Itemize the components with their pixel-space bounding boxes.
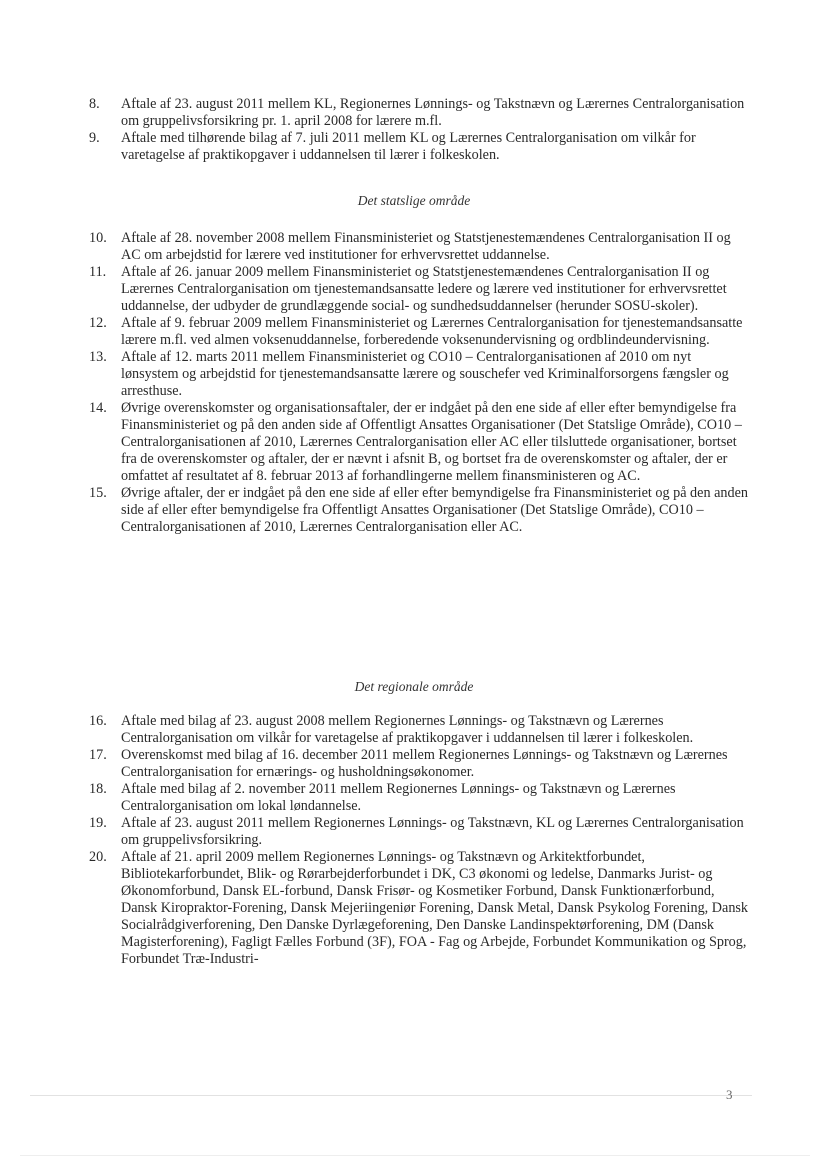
bottom-edge-line: [20, 1155, 810, 1156]
agreement-list-municipal: [89, 96, 749, 164]
list-item: [89, 815, 749, 849]
item-text: Aftale af 23. august 2011 mellem KL, Regionernes Lønnings- og Takstnævn og Lærernes Centralorganisation om gruppelivsforsikring pr. 1. april 2008 for lærere m.fl.: [121, 96, 745, 129]
list-item: [89, 130, 749, 164]
item-number: 10.: [89, 230, 107, 246]
item-number: 9.: [89, 130, 100, 146]
item-number: 15.: [89, 485, 107, 501]
item-number: 11.: [89, 264, 107, 280]
list-item: [89, 747, 749, 781]
item-text: Aftale af 23. august 2011 mellem Regionernes Lønnings- og Takstnævn, KL og Lærernes Centralorganisation om gruppelivsforsikring.: [121, 815, 744, 848]
item-text: Aftale med bilag af 2. november 2011 mellem Regionernes Lønnings- og Takstnævn og Lærernes Centralorganisation om lokal løndannelse.: [121, 781, 676, 814]
footer-divider: [30, 1095, 752, 1096]
item-text: Aftale af 26. januar 2009 mellem Finansministeriet og Statstjenestemændenes Centralorganisation II og Lærernes Centralorganisation om tjenestemandsansatte ledere og lærere ved institutioner for erhvervsrettet uddannelse, der udbyder de grundlæggende social- og sundhedsuddannelser (herunder SOSU-skoler).: [121, 264, 727, 314]
list-item: [89, 781, 749, 815]
list-item: [89, 713, 749, 747]
item-text: Aftale med bilag af 23. august 2008 mellem Regionernes Lønnings- og Takstnævn og Lærernes Centralorganisation om vilkår for varetagelse af praktikopgaver i uddannelsen til lærer i folkeskolen.: [121, 713, 694, 746]
list-item: [89, 349, 749, 400]
item-number: 8.: [89, 96, 100, 112]
list-item: [89, 315, 749, 349]
list-item: [89, 96, 749, 130]
agreement-list-regional: [89, 713, 749, 968]
list-item: [89, 400, 749, 485]
section-heading-regional: Det regionale område: [354, 679, 474, 694]
list-item: [89, 849, 749, 968]
item-text: Aftale af 9. februar 2009 mellem Finansministeriet og Lærernes Centralorganisation for tjenestemandsansatte lærere m.fl. ved almen voksenuddannelse, forberedende voksenundervisning og ordblindeundervisning.: [121, 315, 743, 348]
item-number: 19.: [89, 815, 107, 831]
item-number: 17.: [89, 747, 107, 763]
list-item: [89, 264, 749, 315]
list-item: [89, 230, 749, 264]
item-text: Aftale af 28. november 2008 mellem Finansministeriet og Statstjenestemændenes Centralorganisation II og AC om arbejdstid for lærere ved institutioner for erhvervsrettet uddannelse.: [121, 230, 731, 263]
item-number: 16.: [89, 713, 107, 729]
item-text: Øvrige overenskomster og organisationsaftaler, der er indgået på den ene side af eller efter bemyndigelse fra Finansministeriet og på den anden side af Offentligt Ansattes Organisationer (Det Statslige Område), CO10 – Centralorganisationen af 2010, Lærernes Centralorganisation eller AC eller tilsluttede organisationer, bortset fra de overenskomster og aftaler, der er nævnt i afsnit B, og bortset fra de overenskomster og aftaler, der er omfattet af resultatet af 8. februar 2013 af forhandlingerne mellem finansministeren og AC.: [121, 400, 742, 484]
item-text: Øvrige aftaler, der er indgået på den ene side af eller efter bemyndigelse fra Finansministeriet og på den anden side af eller efter bemyndigelse fra Offentligt Ansattes Organisationer (Det Statslige Område), CO10 – Centralorganisationen af 2010, Lærernes Centralorganisation eller AC.: [121, 485, 748, 535]
section-heading-state: Det statslige område: [357, 193, 471, 208]
item-text: Aftale af 12. marts 2011 mellem Finansministeriet og CO10 – Centralorganisationen af 2010 om nyt lønsystem og arbejdstid for tjenestemandsansatte lærere og souschefer ved Kriminalforsorgens fængsler og arresthuse.: [121, 349, 729, 399]
item-number: 20.: [89, 849, 107, 865]
item-number: 12.: [89, 315, 107, 331]
item-text: Aftale med tilhørende bilag af 7. juli 2011 mellem KL og Lærernes Centralorganisation om vilkår for varetagelse af praktikopgaver i uddannelsen til lærer i folkeskolen.: [121, 130, 696, 163]
item-number: 13.: [89, 349, 107, 365]
list-item: [89, 485, 749, 536]
item-number: 14.: [89, 400, 107, 416]
agreement-list-state: [89, 230, 749, 536]
page-number: 3: [726, 1087, 733, 1102]
item-text: Aftale af 21. april 2009 mellem Regionernes Lønnings- og Takstnævn og Arkitektforbundet, Bibliotekarforbundet, Blik- og Rørarbejderforbundet i DK, C3 økonomi og ledelse, Danmarks Jurist- og Økonomforbund, Dansk EL-forbund, Dansk Frisør- og Kosmetiker Forbund, Dansk Funktionærforbund, Dansk Kiropraktor-Forening, Dansk Mejeriingeniør Forening, Dansk Metal, Dansk Psykolog Forening, Dansk Socialrådgiverforening, Den Danske Dyrlægeforening, Den Danske Landinspektørforening, DM (Dansk Magisterforening), Fagligt Fælles Forbund (3F), FOA - Fag og Arbejde, Forbundet Kommunikation og Sprog, Forbundet Træ-Industri-: [121, 849, 749, 967]
item-text: Overenskomst med bilag af 16. december 2011 mellem Regionernes Lønnings- og Takstnævn og Lærernes Centralorganisation for ernærings- og husholdningsøkonomer.: [121, 747, 728, 780]
item-number: 18.: [89, 781, 107, 797]
